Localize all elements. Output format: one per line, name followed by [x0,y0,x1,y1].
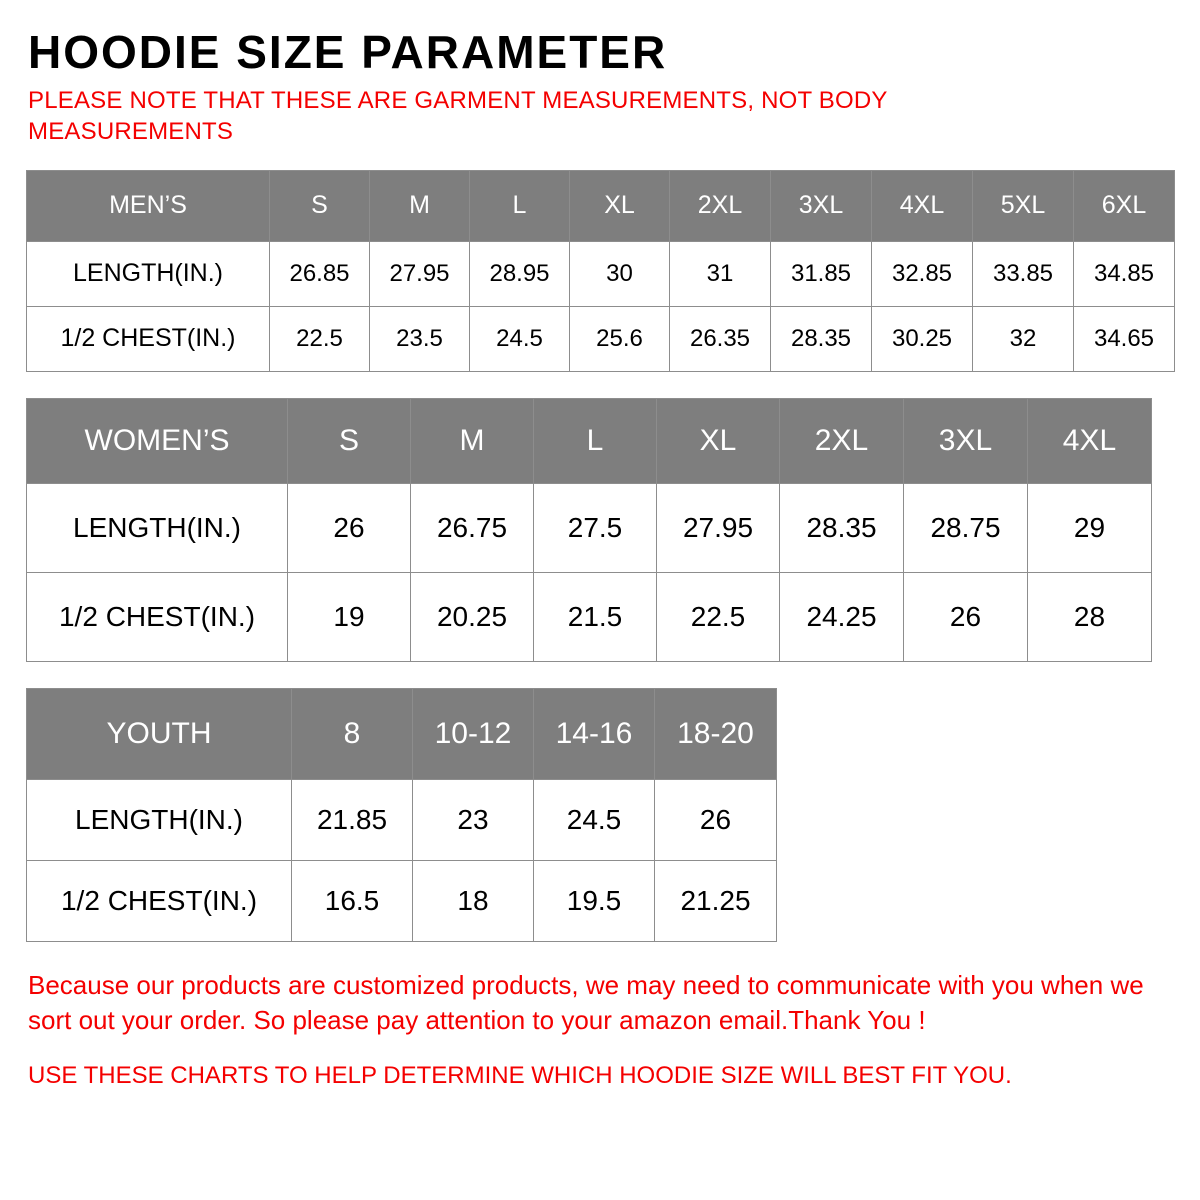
data-cell: 24.25 [780,572,904,661]
data-cell: 19 [288,572,411,661]
data-cell: 18 [413,860,534,941]
data-cell: 28.35 [771,306,872,371]
data-cell: 27.95 [370,241,470,306]
data-cell: 26.85 [270,241,370,306]
mens-size-chart [26,170,1174,372]
data-cell: 29 [1028,483,1152,572]
row-label: LENGTH(IN.) [27,483,288,572]
data-cell: 32.85 [872,241,973,306]
header-cell: 2XL [670,170,771,241]
header-cell: YOUTH [27,688,292,779]
data-cell: 22.5 [657,572,780,661]
data-cell: 23.5 [370,306,470,371]
header-cell: 3XL [904,398,1028,483]
table-row [27,241,1175,306]
customization-note: Because our products are customized products, we may need to communicate with you when we sort out your order. So please pay attention to your amazon email.Thank You ! [28,969,1144,1035]
womens-size-table [26,398,1152,662]
data-cell: 20.25 [411,572,534,661]
data-cell: 26.75 [411,483,534,572]
data-cell: 21.85 [292,779,413,860]
data-cell: 34.65 [1074,306,1175,371]
header-cell: MEN’S [27,170,270,241]
table-row [27,483,1152,572]
data-cell: 23 [413,779,534,860]
header-cell: 14-16 [534,688,655,779]
data-cell: 34.85 [1074,241,1175,306]
table-header-row [27,398,1152,483]
data-cell: 26 [904,572,1028,661]
data-cell: 28.95 [470,241,570,306]
header-cell: 2XL [780,398,904,483]
table-row [27,860,777,941]
womens-size-chart [26,398,1174,662]
header-cell: 5XL [973,170,1074,241]
table-header-row [27,688,777,779]
header-cell: XL [657,398,780,483]
row-label: LENGTH(IN.) [27,241,270,306]
table-row [27,572,1152,661]
data-cell: 21.5 [534,572,657,661]
data-cell: 33.85 [973,241,1074,306]
data-cell: 25.6 [570,306,670,371]
data-cell: 22.5 [270,306,370,371]
row-label: 1/2 CHEST(IN.) [27,572,288,661]
data-cell: 24.5 [534,779,655,860]
data-cell: 27.95 [657,483,780,572]
header-cell: M [411,398,534,483]
header-cell: L [470,170,570,241]
header-cell: XL [570,170,670,241]
chart-usage-note: USE THESE CHARTS TO HELP DETERMINE WHICH HOODIE SIZE WILL BEST FIT YOU. [28,1061,1012,1089]
data-cell: 26 [288,483,411,572]
header-cell: 4XL [1028,398,1152,483]
page-title: HOODIE SIZE PARAMETER [28,26,668,78]
header-cell: M [370,170,470,241]
data-cell: 30.25 [872,306,973,371]
row-label: LENGTH(IN.) [27,779,292,860]
row-label: 1/2 CHEST(IN.) [27,306,270,371]
data-cell: 30 [570,241,670,306]
data-cell: 26.35 [670,306,771,371]
table-header-row [27,170,1175,241]
row-label: 1/2 CHEST(IN.) [27,860,292,941]
data-cell: 19.5 [534,860,655,941]
data-cell: 24.5 [470,306,570,371]
header-cell: 8 [292,688,413,779]
footer-notes [26,968,1174,1091]
measurement-note: PLEASE NOTE THAT THESE ARE GARMENT MEASUREMENTS, NOT BODY MEASUREMENTS [28,87,888,146]
table-row [27,306,1175,371]
data-cell: 28.75 [904,483,1028,572]
table-row [27,779,777,860]
data-cell: 28.35 [780,483,904,572]
header-cell: S [288,398,411,483]
youth-size-table [26,688,777,942]
mens-size-table [26,170,1175,372]
data-cell: 27.5 [534,483,657,572]
data-cell: 21.25 [655,860,777,941]
header-cell: 18-20 [655,688,777,779]
header-cell: 6XL [1074,170,1175,241]
header-cell: WOMEN’S [27,398,288,483]
header-cell: S [270,170,370,241]
data-cell: 28 [1028,572,1152,661]
data-cell: 31.85 [771,241,872,306]
data-cell: 31 [670,241,771,306]
header-cell: 4XL [872,170,973,241]
header-cell: L [534,398,657,483]
header-cell: 3XL [771,170,872,241]
data-cell: 26 [655,779,777,860]
data-cell: 16.5 [292,860,413,941]
youth-size-chart [26,688,1174,942]
data-cell: 32 [973,306,1074,371]
header-cell: 10-12 [413,688,534,779]
